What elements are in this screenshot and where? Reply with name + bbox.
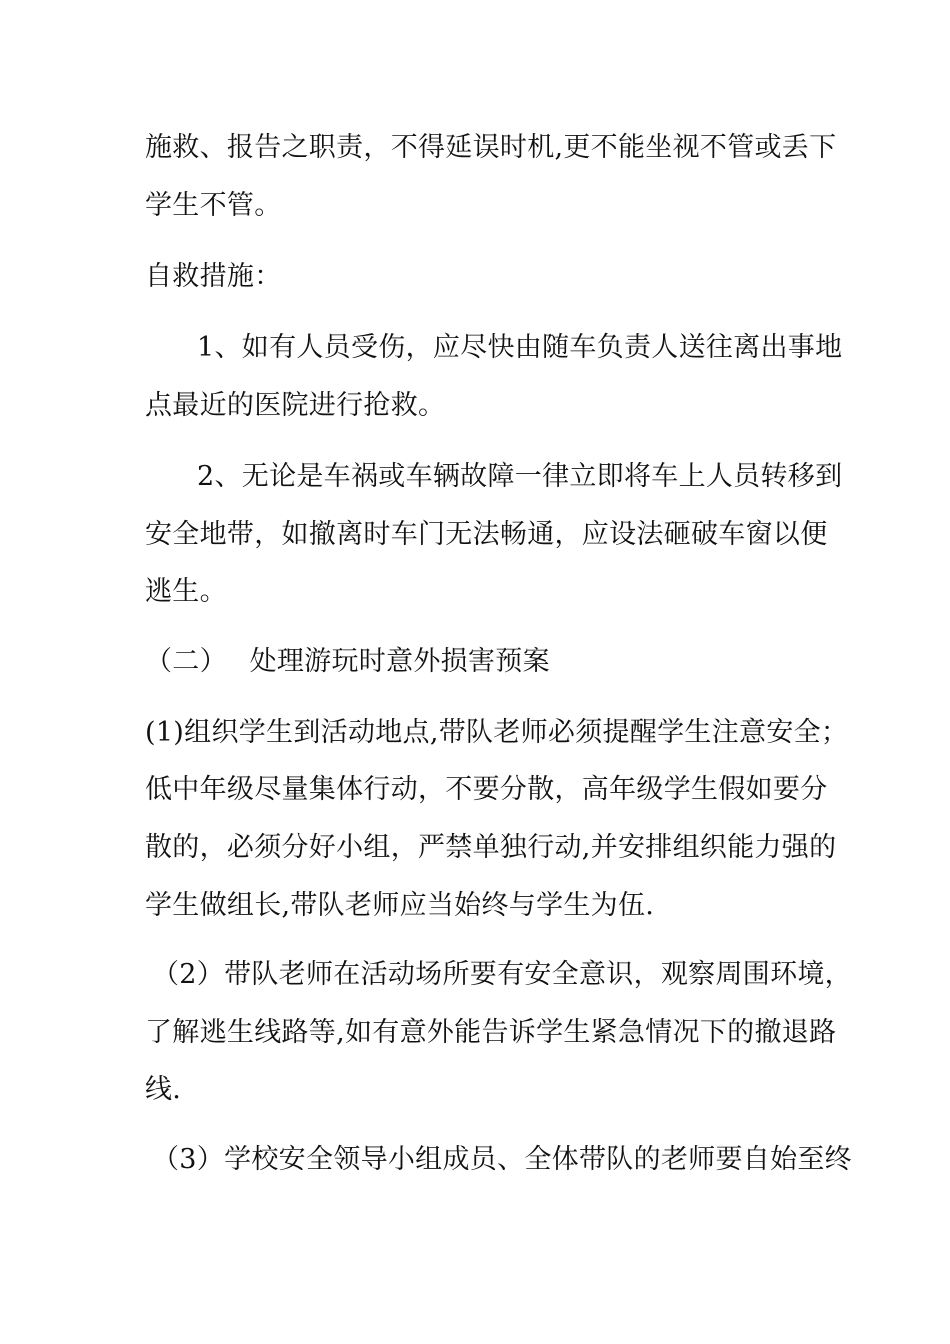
list-item: （2）带队老师在活动场所要有安全意识，观察周围环境，	[152, 959, 852, 990]
section-heading: （二） 处理游玩时意外损害预案	[145, 646, 550, 677]
text-line: 学生做组长,带队老师应当始终与学生为伍.	[145, 890, 655, 921]
list-item: (1)组织学生到活动地点,带队老师必须提醒学生注意安全；	[145, 717, 849, 748]
list-item: 1、如有人员受伤，应尽快由随车负责人送往离出事地	[197, 332, 843, 363]
list-item: （3）学校安全领导小组成员、全体带队的老师要自始至终	[152, 1144, 852, 1175]
list-item: 2、无论是车祸或车辆故障一律立即将车上人员转移到	[197, 461, 843, 492]
text-line: 线.	[145, 1074, 182, 1105]
text-line: 散的，必须分好小组，严禁单独行动,并安排组织能力强的	[145, 832, 837, 863]
text-line: 施救、报告之职责，不得延误时机,更不能坐视不管或丢下	[145, 132, 837, 163]
text-line: 点最近的医院进行抢救。	[145, 390, 446, 421]
text-line: 学生不管。	[145, 190, 282, 221]
text-line: 逃生。	[145, 576, 227, 607]
section-heading: 自救措施：	[145, 261, 282, 292]
text-line: 安全地带，如撤离时车门无法畅通，应设法砸破车窗以便	[145, 519, 828, 550]
text-line: 了解逃生线路等,如有意外能告诉学生紧急情况下的撤退路	[145, 1017, 837, 1048]
text-line: 低中年级尽量集体行动，不要分散，高年级学生假如要分	[145, 774, 828, 805]
